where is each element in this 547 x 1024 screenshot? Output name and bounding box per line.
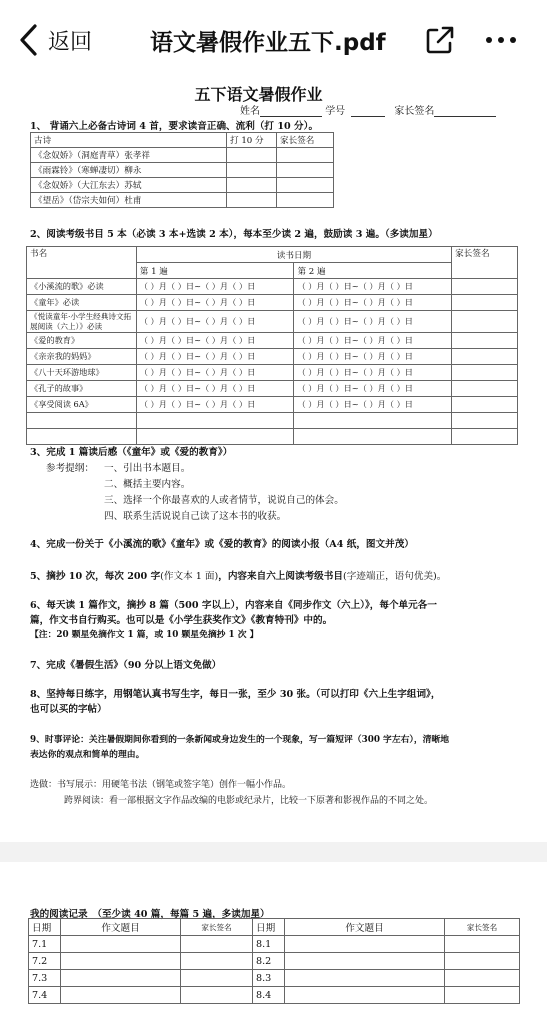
table-header: 家长签名 <box>452 247 518 279</box>
question-3: 3、完成 1 篇读后感（《童年》或《爱的教育》） <box>30 447 233 458</box>
outline-item: 二、概括主要内容。 <box>104 479 191 490</box>
table-header: 家长签名 <box>445 919 520 936</box>
table-cell: 《爱的教育》 <box>27 333 137 349</box>
poem-table <box>30 132 334 208</box>
document-title: 语文暑假作业五下.pdf <box>150 30 386 56</box>
back-label: 返回 <box>48 29 93 55</box>
outline-label: 参考提纲： <box>46 463 94 474</box>
table-cell: 《望岳》（岱宗夫如何）杜甫 <box>31 193 227 208</box>
share-icon[interactable] <box>424 24 456 56</box>
table-header: 第 2 遍 <box>294 263 452 279</box>
question-4: 4、完成一份关于《小溪流的歌》《童年》或《爱的教育》的阅读小报（A4 纸，图文并茂） <box>30 539 414 550</box>
table-cell: 《亲亲我的妈妈》 <box>27 349 137 365</box>
question-6-note: 【注：20 颗星免摘作文 1 篇，或 10 颗星免摘抄 1 次 】 <box>30 630 259 640</box>
chevron-left-icon <box>18 23 40 57</box>
optional-task-1: 选做：书写展示：用硬笔书法（钢笔或签字笔）创作一幅小作品。 <box>30 780 292 790</box>
question-9-line-2: 表达你的观点和简单的理由。 <box>30 750 145 760</box>
question-8-line-2: 也可以买的字帖） <box>30 704 107 715</box>
table-row: 7.3 8.3 <box>29 970 520 987</box>
reading-table: 书名 读书日期 家长签名 第 1 遍 第 2 遍 《小溪流的歌》必读 （ ）月（ ）日~（ ）月（ ）日 （ ）月（ ）日~（ ）月（ ）日 《童年》必读 （ ）月（ ）日~（ ）月（ ）日 （ ）月（ ）日~（ ）月（ ）日 《悦读童年·小学生经典诗文拓展阅读（六上）》必读 （ ）月（ ）日~（ ）月（ ）日 （ ）月（ ）日~（ ）月（ ）日 《爱的教育》 （ ）月（ ）日~（ ）月（ ）日 （ ）月（ ）日~（ ）月（ ）日 《亲亲我的妈妈》 （ ）月（ ）日~（ ）月（ ）日 （ ）月（ ）日~（ ）月（ ）日 《八十天环游地球》 （ ）月（ ）日~（ ）月（ ）日 （ ）月（ ）日~（ ）月（ ）日 《孔子的故事》 （ ）月（ ）日~（ ）月（ ）日 （ ）月（ ）日~（ ）月（ ）日 《享受阅读 6A》 （ ）月（ ）日~（ ）月（ ）日 （ ）月（ ）日~（ ）月（ ）日 <box>26 246 518 445</box>
outline-item: 四、联系生活说说自己读了这本书的收获。 <box>104 511 287 522</box>
table-header: 读书日期 <box>136 247 451 263</box>
table-cell: 《童年》必读 <box>27 295 137 311</box>
page-title: 五下语文暑假作业 <box>194 85 323 104</box>
table-header: 日期 <box>253 919 285 936</box>
table-header: 家长签名 <box>181 919 253 936</box>
id-label: 学号 <box>325 106 346 117</box>
question-6-line-2: 篇，作文书自行购买。也可以是《小学生获奖作文》《教育特刊》中的。 <box>30 615 333 626</box>
table-header: 打 10 分 <box>227 133 277 148</box>
question-1: 1、 背诵六上必备古诗词 4 首，要求读音正确、流利（打 10 分）。 <box>30 121 319 132</box>
sign-line <box>240 102 496 117</box>
table-row: 7.1 8.1 <box>29 936 520 953</box>
table-cell: 《八十天环游地球》 <box>27 365 137 381</box>
top-nav-bar <box>0 0 547 80</box>
question-9: 9、时事评论：关注暑假期间你看到的一条新闻或身边发生的一个现象，写一篇短评（300 字左右），清晰地 <box>30 735 450 745</box>
table-cell: 《念奴娇》（洞庭青草）张孝祥 <box>31 148 227 163</box>
table-row: 7.4 8.4 <box>29 987 520 1004</box>
parent-sign-label: 家长签名 <box>394 106 435 117</box>
name-label: 姓名 <box>240 106 260 117</box>
table-cell: 《孔子的故事》 <box>27 381 137 397</box>
table-header: 家长签名 <box>277 133 334 148</box>
table-header: 第 1 遍 <box>136 263 294 279</box>
reading-record-title: 我的阅读记录 （至少读 40 篇，每篇 5 遍，多读加星） <box>30 909 270 920</box>
outline-item: 三、选择一个你最喜欢的人或者情节，说说自己的体会。 <box>104 495 344 506</box>
reading-record-table <box>28 918 520 1004</box>
table-header: 古诗 <box>31 133 227 148</box>
question-7: 7、完成《暑假生活》（90 分以上语文免做） <box>30 660 222 671</box>
table-cell: 《雨霖铃》（寒蝉凄切）柳永 <box>31 163 227 178</box>
table-row: 7.2 8.2 <box>29 953 520 970</box>
table-cell: 《小溪流的歌》必读 <box>27 279 137 295</box>
back-button[interactable] <box>18 22 92 58</box>
table-cell: 《念奴娇》（大江东去）苏轼 <box>31 178 227 193</box>
pdf-page-1[interactable] <box>0 80 547 842</box>
question-5: 5、摘抄 10 次，每次 200 字(作文本 1 面)，内容来自六上阅读考级书目(字迹端正，语句优美)。 <box>30 571 447 582</box>
question-8: 8、坚持每日练字，用钢笔认真书写生字，每日一张，至少 30 张。（可以打印《六上生字组词》， <box>30 689 441 700</box>
question-6: 6、每天读 1 篇作文，摘抄 8 篇（500 字以上），内容来自《同步作文（六上）》，每个单元各一 <box>30 600 437 611</box>
table-header: 作文题目 <box>285 919 445 936</box>
more-options-icon[interactable] <box>484 28 518 52</box>
optional-task-2: 跨界阅读：看一部根据文字作品改编的电影或纪录片，比较一下原著和影视作品的不同之处。 <box>64 796 434 806</box>
table-cell: 《享受阅读 6A》 <box>27 397 137 413</box>
table-header: 日期 <box>29 919 61 936</box>
pdf-page-2[interactable] <box>0 862 547 1024</box>
table-header: 书名 <box>27 247 137 279</box>
question-2: 2、阅读考级书目 5 本（必读 3 本+选读 2 本），每本至少读 2 遍，鼓励读 3 遍。（多读加星） <box>30 229 438 240</box>
table-cell: 《悦读童年·小学生经典诗文拓展阅读（六上）》必读 <box>27 311 137 333</box>
table-header: 作文题目 <box>61 919 181 936</box>
outline-item: 一、引出书本题目。 <box>104 463 191 474</box>
